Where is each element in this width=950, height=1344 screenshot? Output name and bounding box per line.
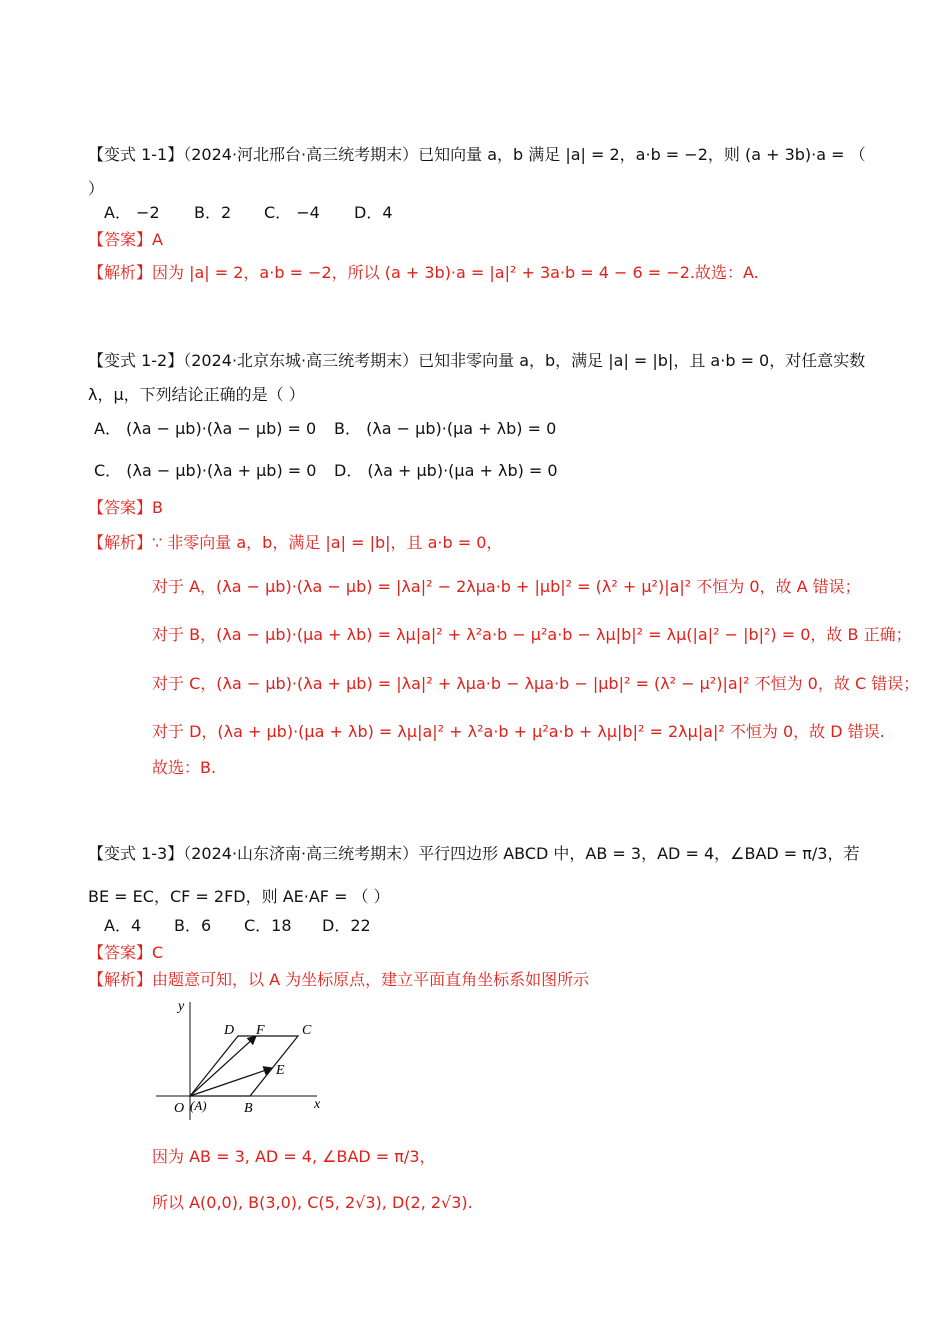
vector-ae — [190, 1068, 272, 1096]
q2-answer: 【答案】B — [88, 498, 163, 517]
q2-title-line2: λ，μ，下列结论正确的是（ ） — [88, 385, 305, 404]
q2-option-d: D． (λa + μb)·(μa + λb) = 0 — [334, 461, 558, 480]
vector-af — [190, 1036, 256, 1096]
q2-step-b: 对于 B，(λa − μb)·(μa + λb) = λμ|a|² + λ²a·b − μ²a·b − λμ|b|² = λμ(|a|² − |b|²) = 0，故 B 正确； — [152, 625, 912, 644]
label-y: y — [178, 999, 185, 1014]
q1-title-end: ） — [88, 179, 105, 198]
q1-answer: 【答案】A — [88, 230, 163, 249]
label-f: F — [256, 1023, 265, 1038]
q2-step-d: 对于 D，(λa + μb)·(μa + λb) = λμ|a|² + λ²a·b + μ²a·b + λμ|b|² = 2λμ|a|² 不恒为 0，故 D 错误. — [152, 722, 885, 741]
q2-option-b: B． (λa − μb)·(μa + λb) = 0 — [334, 419, 557, 438]
q2-analysis-head: 【解析】∵ 非零向量 a，b，满足 |a| = |b|，且 a·b = 0， — [88, 533, 503, 552]
q3-title: 【变式 1-3】（2024·山东济南·高三统考期末）平行四边形 ABCD 中，AB = 3，AD = 4，∠BAD = π/3，若 — [88, 844, 860, 863]
q3-title-line2: BE = EC，CF = 2FD，则 AE·AF = （ ） — [88, 887, 390, 906]
label-a: (A) — [190, 1098, 207, 1113]
q2-option-c: C． (λa − μb)·(λa + μb) = 0 — [94, 461, 317, 480]
q2-step-a: 对于 A，(λa − μb)·(λa − μb) = |λa|² − 2λμa·b + |μb|² = (λ² + μ²)|a|² 不恒为 0，故 A 错误； — [152, 577, 861, 596]
label-x: x — [314, 1097, 321, 1112]
label-d: D — [224, 1023, 235, 1038]
q3-option-b: B．6 — [174, 916, 212, 935]
q3-answer: 【答案】C — [88, 943, 164, 962]
q2-option-a: A． (λa − μb)·(λa − μb) = 0 — [94, 419, 317, 438]
label-b: B — [244, 1101, 253, 1116]
q3-after-2: 所以 A(0,0), B(3,0), C(5, 2√3), D(2, 2√3). — [152, 1193, 473, 1212]
q1-analysis: 【解析】因为 |a| = 2，a·b = −2，所以 (a + 3b)·a = |a|² + 3a·b = 4 − 6 = −2.故选：A. — [88, 263, 759, 282]
q2-step-c: 对于 C，(λa − μb)·(λa + μb) = |λa|² + λμa·b − λμa·b − |μb|² = (λ² − μ²)|a|² 不恒为 0，故 C 错误； — [152, 674, 920, 693]
q3-analysis: 【解析】由题意可知，以 A 为坐标原点，建立平面直角坐标系如图所示 — [88, 970, 590, 989]
q2-conclusion: 故选：B. — [152, 758, 217, 777]
label-c: C — [302, 1023, 312, 1038]
label-e: E — [276, 1063, 285, 1078]
parallelogram-figure — [152, 990, 332, 1120]
q1-title: 【变式 1-1】（2024·河北邢台·高三统考期末）已知向量 a，b 满足 |a| = 2，a·b = −2，则 (a + 3b)·a = （ — [88, 145, 866, 164]
q1-option-b: B．2 — [194, 203, 232, 222]
q1-option-c: C． −4 — [264, 203, 320, 222]
q1-option-a: A． −2 — [104, 203, 160, 222]
q3-option-d: D．22 — [322, 916, 371, 935]
q3-option-a: A．4 — [104, 916, 142, 935]
q1-option-d: D．4 — [354, 203, 393, 222]
q3-after-1: 因为 AB = 3, AD = 4, ∠BAD = π/3， — [152, 1147, 436, 1166]
label-o: O — [174, 1101, 185, 1116]
q3-option-c: C．18 — [244, 916, 292, 935]
q2-title: 【变式 1-2】（2024·北京东城·高三统考期末）已知非零向量 a，b，满足 |a| = |b|，且 a·b = 0，对任意实数 — [88, 351, 866, 370]
